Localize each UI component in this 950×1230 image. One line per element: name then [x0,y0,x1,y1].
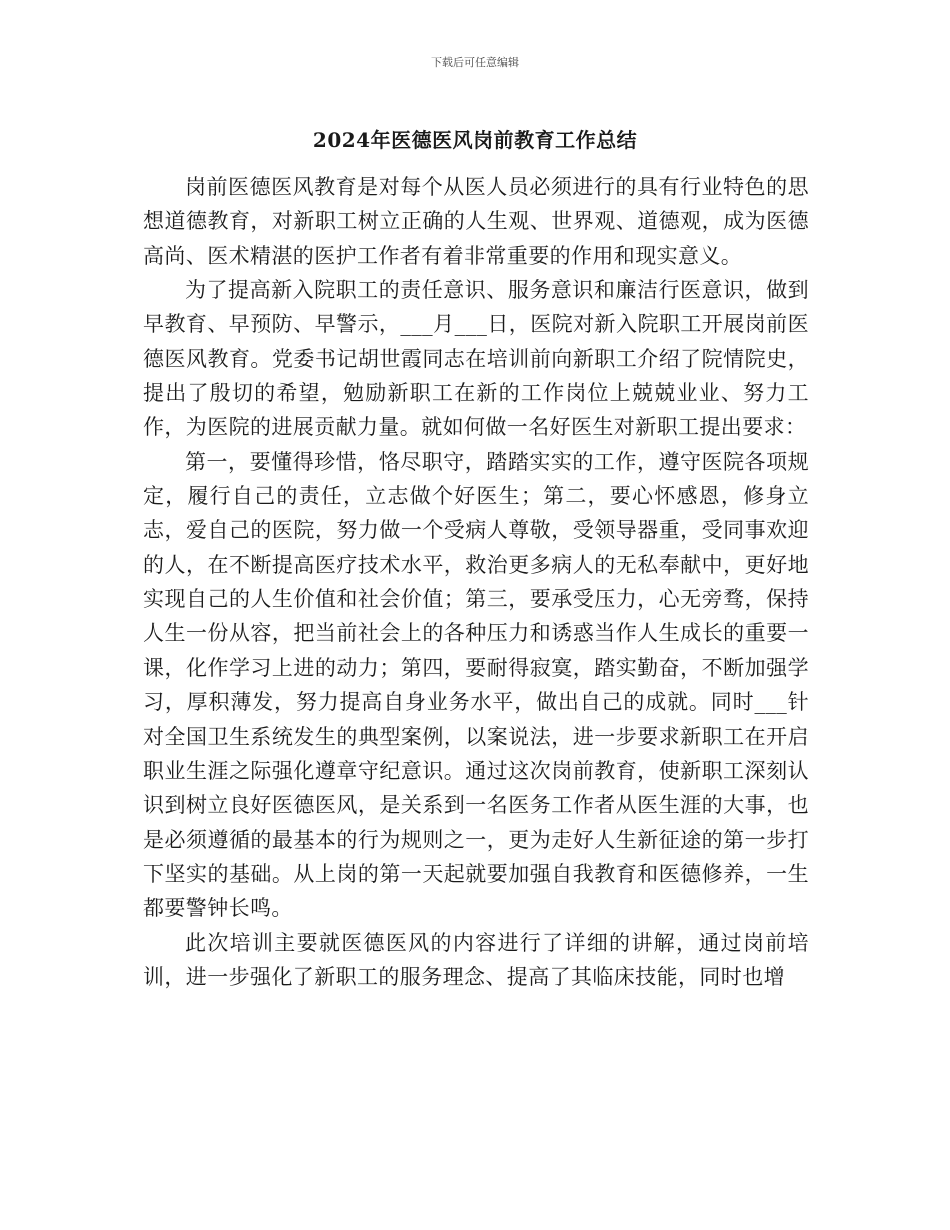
document-title: 2024年医德医风岗前教育工作总结 [312,128,638,152]
document-body [143,170,809,994]
paragraph-training-purpose: 为了提高新入院职工的责任意识、服务意识和廉洁行医意识，做到早教育、早预防、早警示，___月___日，医院对新入院职工开展岗前医德医风教育。党委书记胡世霞同志在培训前向新职工介绍了院情院史，提出了殷切的希望，勉励新职工在新的工作岗位上兢兢业业、努力工作，为医院的进展贡献力量。就如何做一名好医生对新职工提出要求： [143,278,809,440]
header-note: 下载后可任意编辑 [431,56,519,69]
paragraph-requirements: 第一，要懂得珍惜，恪尽职守，踏踏实实的工作，遵守医院各项规定，履行自己的责任，立志做个好医生；第二，要心怀感恩，修身立志，爱自己的医院，努力做一个受病人尊敬，受领导器重，受同事欢迎的人，在不断提高医疗技术水平，救治更多病人的无私奉献中，更好地实现自己的人生价值和社会价值；第三，要承受压力，心无旁骛，保持人生一份从容，把当前社会上的各种压力和诱惑当作人生成长的重要一课，化作学习上进的动力；第四，要耐得寂寞，踏实勤奋，不断加强学习，厚积薄发，努力提高自身业务水平，做出自己的成就。同时___针对全国卫生系统发生的典型案例，以案说法，进一步要求新职工在开启职业生涯之际强化遵章守纪意识。通过这次岗前教育，使新职工深刻认识到树立良好医德医风，是关系到一名医务工作者从医生涯的大事，也是必须遵循的最基本的行为规则之一，更为走好人生新征途的第一步打下坚实的基础。从上岗的第一天起就要加强自我教育和医德修养，一生都要警钟长鸣。 [143,449,809,921]
paragraph-intro: 岗前医德医风教育是对每个从医人员必须进行的具有行业特色的思想道德教育，对新职工树立正确的人生观、世界观、道德观，成为医德高尚、医术精湛的医护工作者有着非常重要的作用和现实意义。 [143,175,809,268]
paragraph-training-summary: 此次培训主要就医德医风的内容进行了详细的讲解，通过岗前培训，进一步强化了新职工的服务理念、提高了其临床技能，同时也增 [143,930,809,989]
